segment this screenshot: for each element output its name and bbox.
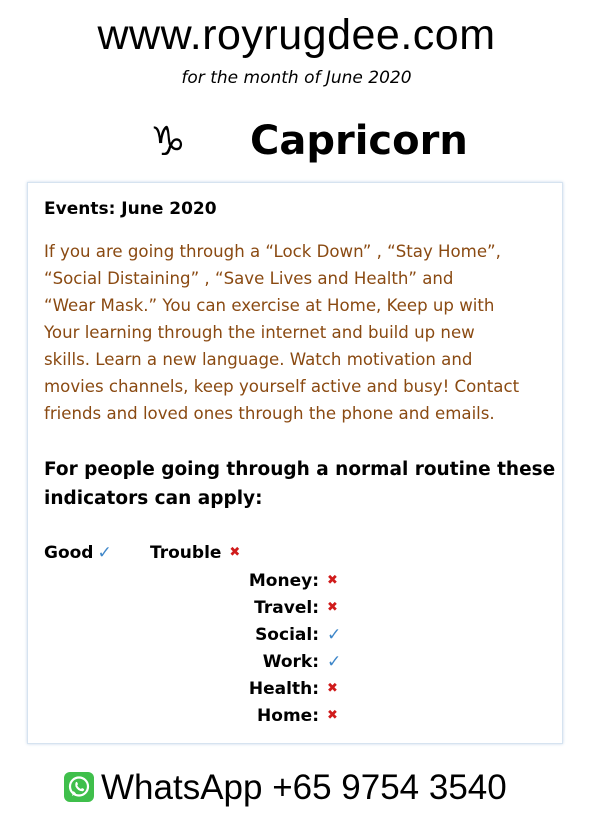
indicator-list (28, 568, 562, 730)
legend-trouble (150, 541, 240, 567)
indicator-mark (327, 568, 338, 596)
indicator-row (28, 703, 562, 730)
events-line: movies channels, keep yourself active and busy! Contact (44, 377, 520, 396)
events-line: If you are going through a “Lock Down” , “Stay Home”, (44, 242, 501, 261)
indicator-row (28, 676, 562, 703)
whatsapp-contact[interactable]: WhatsApp +65 9754 3540 (101, 768, 507, 807)
events-line: friends and loved ones through the phone and emails. (44, 404, 495, 423)
cross-icon: ✖ (327, 708, 338, 723)
events-line: “Wear Mask.” You can exercise at Home, Keep up with (44, 296, 495, 315)
routine-heading (44, 455, 554, 513)
check-icon: ✓ (97, 543, 112, 563)
indicator-label: Money: (248, 571, 319, 591)
indicator-label: Work: (262, 652, 319, 672)
indicator-label: Health: (248, 679, 319, 699)
check-icon: ✓ (327, 625, 342, 645)
legend-trouble-label: Trouble (150, 543, 222, 563)
indicator-label: Social: (255, 625, 319, 645)
events-line: Your learning through the internet and build up new (44, 323, 475, 342)
sign-name: Capricorn (250, 118, 468, 164)
contact-footer (0, 763, 593, 815)
indicator-label: Home: (257, 706, 319, 726)
indicator-row (28, 649, 562, 676)
legend-good-label: Good (44, 543, 94, 563)
indicator-mark (327, 676, 338, 704)
routine-line: indicators can apply: (44, 488, 263, 509)
indicator-mark (327, 649, 341, 676)
cross-icon: ✖ (229, 545, 241, 560)
events-line: skills. Learn a new language. Watch motivation and (44, 350, 473, 369)
events-title: Events: June 2020 (44, 199, 217, 219)
indicator-mark (327, 595, 338, 623)
legend-good (44, 541, 112, 565)
indicator-mark (327, 703, 338, 731)
events-body (44, 238, 554, 427)
capricorn-icon: ♑ (150, 119, 186, 165)
cross-icon: ✖ (327, 600, 338, 615)
indicator-mark (327, 622, 341, 649)
subtitle: for the month of June 2020 (181, 68, 412, 88)
indicator-row (28, 568, 562, 595)
zodiac-heading (0, 112, 593, 172)
cross-icon: ✖ (327, 573, 338, 588)
indicator-label: Travel: (254, 598, 319, 618)
check-icon: ✓ (327, 652, 342, 672)
horoscope-card (27, 182, 563, 744)
events-line: “Social Distaining” , “Save Lives and Health” and (44, 269, 454, 288)
whatsapp-icon[interactable] (64, 772, 94, 802)
indicator-row (28, 622, 562, 649)
indicator-row (28, 595, 562, 622)
site-url[interactable]: www.royrugdee.com (97, 11, 496, 59)
routine-line: For people going through a normal routine these (44, 459, 556, 480)
cross-icon: ✖ (327, 681, 338, 696)
